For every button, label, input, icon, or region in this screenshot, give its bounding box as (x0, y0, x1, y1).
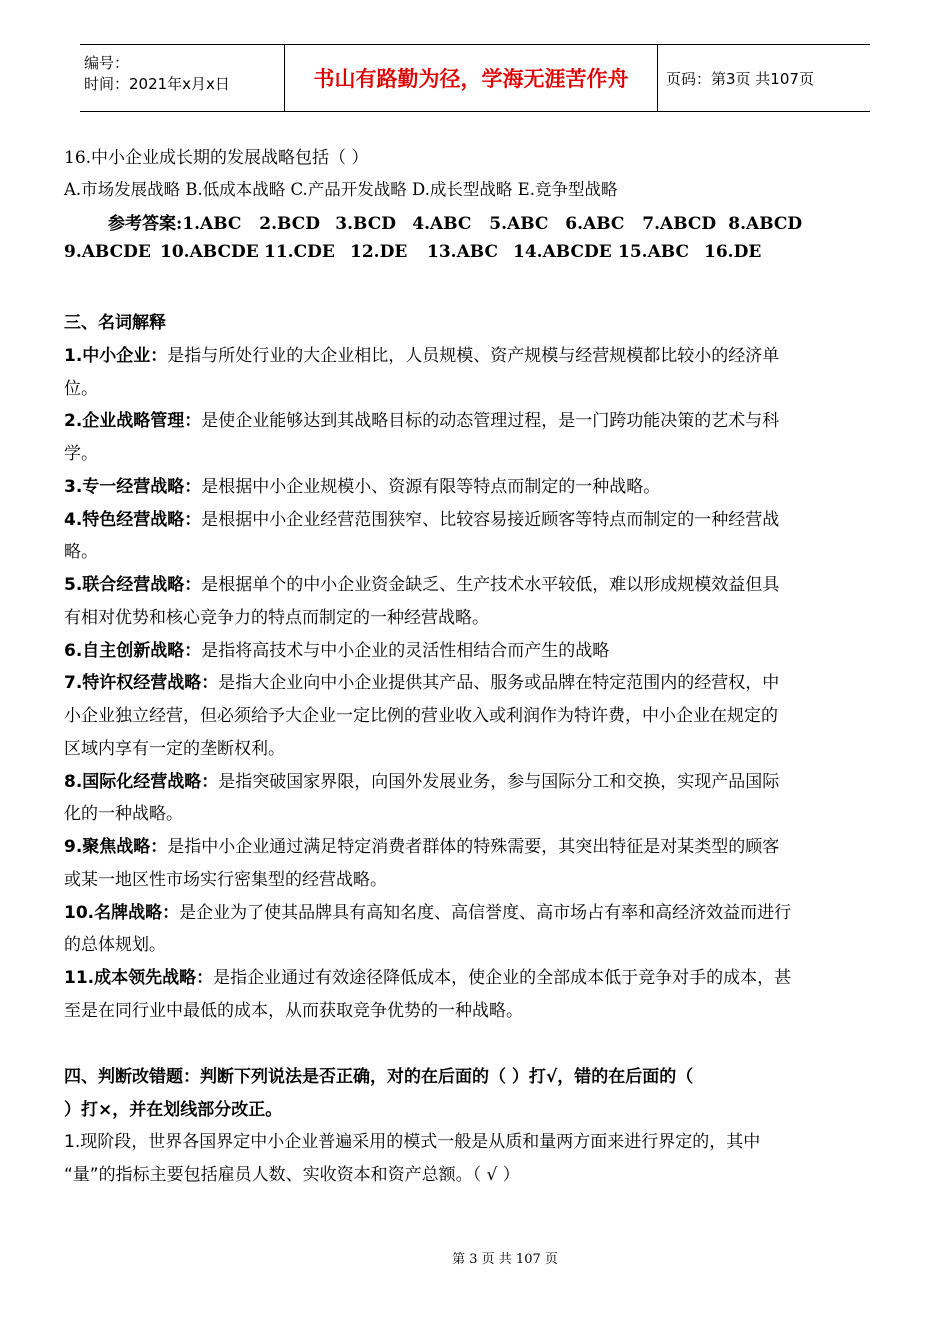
term-heading: 11.成本领先战略： (64, 968, 214, 988)
answer-item: 9.ABCDE (64, 242, 151, 262)
term-11 (64, 963, 791, 988)
term-heading: 4.特色经营战略： (64, 510, 202, 530)
term-text-cont: 至是在同行业中最低的成本，从而获取竞争优势的一种战略。 (64, 1001, 523, 1021)
term-text: 是指突破国家界限，向国外发展业务，参与国际分工和交换，实现产品国际 (218, 772, 780, 792)
page-label: 页码：第3页 共107页 (666, 69, 814, 88)
answer-line-2 (64, 242, 761, 262)
term-4 (64, 505, 779, 530)
question-16: 16.中小企业成长期的发展战略包括（ ） (64, 148, 369, 168)
term-heading: 1.中小企业： (64, 346, 168, 366)
term-text-cont: 的总体规划。 (64, 935, 166, 955)
term-9 (64, 832, 779, 857)
answer-item: 1.ABC (182, 214, 242, 234)
answer-label: 参考答案: (108, 214, 183, 234)
term-text-cont: 学。 (64, 444, 98, 464)
term-text-cont: 或某一地区性市场实行密集型的经营战略。 (64, 870, 387, 890)
term-heading: 3.专一经营战略： (64, 477, 202, 497)
answer-item: 16.DE (704, 242, 762, 262)
term-text-cont: 略。 (64, 542, 98, 562)
question-16-options: A.市场发展战略 B.低成本战略 C.产品开发战略 D.成长型战略 E.竞争型战略 (64, 180, 618, 199)
answer-item: 15.ABC (618, 242, 689, 262)
section-4-title: 四、判断改错题：判断下列说法是否正确，对的在后面的（ ）打√，错的在后面的（ (64, 1067, 694, 1087)
term-text: 是指中小企业通过满足特定消费者群体的特殊需要，其突出特征是对某类型的顾客 (167, 837, 780, 857)
term-text-cont: 区域内享有一定的垄断权利。 (64, 739, 285, 759)
answer-item: 6.ABC (565, 214, 625, 234)
term-text: 是根据中小企业经营范围狭窄、比较容易接近顾客等特点而制定的一种经营战 (201, 510, 780, 530)
term-10 (64, 898, 791, 923)
term-heading: 2.企业战略管理： (64, 411, 202, 431)
answer-line-1 (108, 209, 802, 234)
page-header (80, 44, 870, 112)
term-text: 是使企业能够达到其战略目标的动态管理过程，是一门跨功能决策的艺术与科 (201, 411, 780, 431)
judge-question-1: 1.现阶段，世界各国界定中小企业普遍采用的模式一般是从质和量两方面来进行界定的，其中 (64, 1132, 761, 1152)
term-text: 是指与所处行业的大企业相比，人员规模、资产规模与经营规模都比较小的经济单 (167, 346, 780, 366)
section-3-title: 三、名词解释 (64, 313, 166, 333)
answer-item: 10.ABCDE (160, 242, 259, 262)
term-heading: 6.自主创新战略： (64, 641, 202, 661)
header-left (80, 37, 284, 111)
term-text: 是指将高技术与中小企业的灵活性相结合而产生的战略 (201, 641, 610, 661)
term-text: 是指大企业向中小企业提供其产品、服务或品牌在特定范围内的经营权，中 (218, 673, 780, 693)
term-5 (64, 570, 779, 595)
term-7 (64, 668, 779, 693)
answer-item: 7.ABCD (642, 214, 717, 234)
term-text: 是根据单个的中小企业资金缺乏、生产技术水平较低，难以形成规模效益但具 (201, 575, 780, 595)
motto: 书山有路勤为径，学海无涯苦作舟 (284, 45, 658, 111)
term-1 (64, 341, 779, 366)
section-4-title-cont: ）打×，并在划线部分改正。 (64, 1100, 283, 1120)
term-8 (64, 767, 779, 792)
judge-question-1-cont: “量”的指标主要包括雇员人数、实收资本和资产总额。（ √ ） (64, 1165, 520, 1185)
term-6 (64, 636, 609, 661)
term-3 (64, 472, 660, 497)
answer-item: 14.ABCDE (513, 242, 612, 262)
answer-item: 8.ABCD (728, 214, 803, 234)
term-text-cont: 位。 (64, 379, 98, 399)
term-text: 是指企业通过有效途径降低成本，使企业的全部成本低于竞争对手的成本，甚 (213, 968, 792, 988)
term-text: 是企业为了使其品牌具有高知名度、高信誉度、高市场占有率和高经济效益而进行 (179, 903, 792, 923)
answer-item: 2.BCD (259, 214, 320, 234)
time-label: 时间：2021年x月x日 (84, 75, 230, 93)
answer-item: 3.BCD (335, 214, 396, 234)
term-text-cont: 有相对优势和核心竞争力的特点而制定的一种经营战略。 (64, 608, 489, 628)
number-label: 编号： (84, 54, 130, 72)
answer-item: 5.ABC (489, 214, 549, 234)
term-heading: 7.特许权经营战略： (64, 673, 219, 693)
answer-item: 4.ABC (412, 214, 472, 234)
answer-item: 11.CDE (264, 242, 335, 262)
term-2 (64, 406, 779, 431)
term-heading: 8.国际化经营战略： (64, 772, 219, 792)
term-heading: 10.名牌战略： (64, 903, 180, 923)
term-text: 是根据中小企业规模小、资源有限等特点而制定的一种战略。 (201, 477, 661, 497)
term-heading: 9.聚焦战略： (64, 837, 168, 857)
answer-item: 13.ABC (427, 242, 498, 262)
page-footer: 第 3 页 共 107 页 (452, 1252, 558, 1267)
answer-item: 12.DE (350, 242, 408, 262)
term-text-cont: 化的一种战略。 (64, 804, 183, 824)
term-heading: 5.联合经营战略： (64, 575, 202, 595)
term-text-cont: 小企业独立经营，但必须给予大企业一定比例的营业收入或利润作为特许费，中小企业在规定的 (64, 706, 778, 726)
